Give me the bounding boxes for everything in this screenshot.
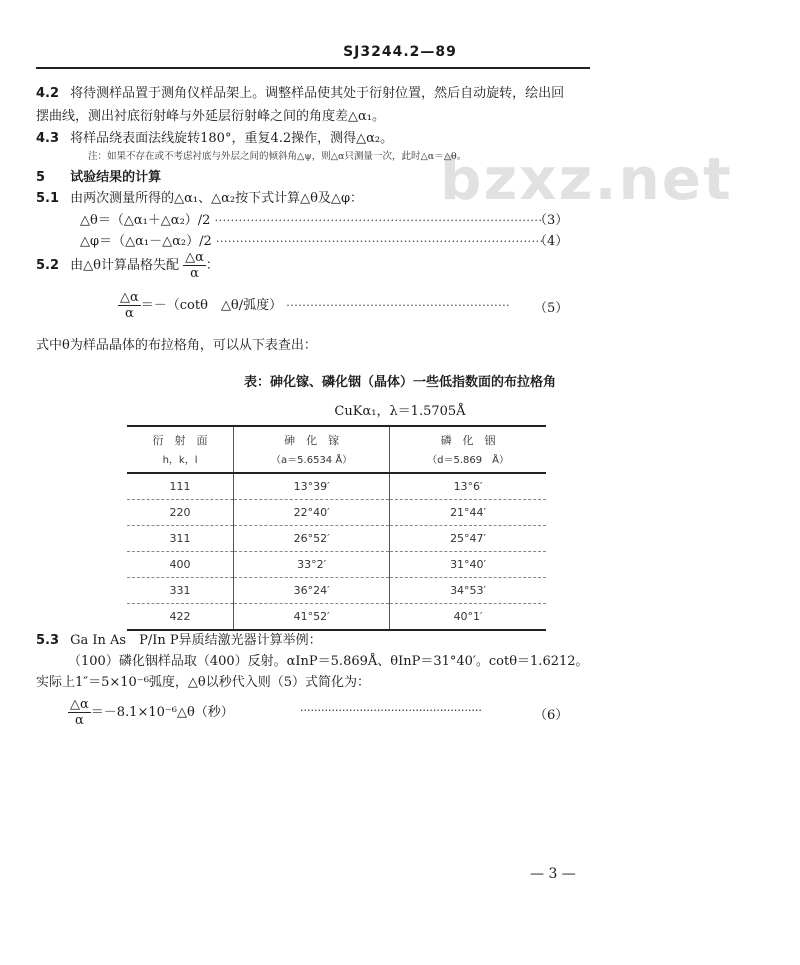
section-number: 5 <box>36 170 46 185</box>
note-text: 注：如果不存在或不考虑衬底与外层之间的倾斜角△ψ，则△α只测量一次，此时△α＝△θ。 <box>88 151 467 162</box>
section-5-heading <box>36 166 161 185</box>
equation-6-fraction <box>68 697 91 728</box>
table-subcaption: CuKα₁，λ＝1.5705Å <box>334 404 466 419</box>
table-cell: 21°44′ <box>390 500 546 526</box>
table-cell: 41°52′ <box>234 604 390 631</box>
table-row <box>127 578 546 604</box>
table-cell: 111 <box>127 473 234 500</box>
leader-dots: ·················································································· <box>214 214 543 227</box>
table-cell: 25°47′ <box>390 526 546 552</box>
table-cell: 13°39′ <box>234 473 390 500</box>
fraction-numerator: △α <box>120 290 139 305</box>
table-row <box>127 500 546 526</box>
table-cell: 33°2′ <box>234 552 390 578</box>
leader-dots: ···················································· <box>300 704 482 717</box>
table-cell: 422 <box>127 604 234 631</box>
section-text: 将待测样品置于测角仪样品架上。调整样品使其处于衍射位置，然后自动旋转，绘出回 <box>70 86 565 101</box>
table-cell: 220 <box>127 500 234 526</box>
table-caption: 表：砷化镓、磷化铟（晶体）一些低指数面的布拉格角 <box>243 375 556 390</box>
equation-5 <box>118 290 510 321</box>
section-4-3 <box>36 127 393 146</box>
header-rule <box>36 67 590 69</box>
equation-6-number: （6） <box>534 708 569 723</box>
table-row <box>127 526 546 552</box>
colon: ： <box>205 258 219 273</box>
section-number: 5.3 <box>36 633 60 648</box>
column-header-gaas: 砷 化 镓 <box>234 426 390 449</box>
section-number: 5.2 <box>36 258 60 273</box>
table-cell: 34°53′ <box>390 578 546 604</box>
leader-dots: ·················································································· <box>215 235 544 248</box>
section-number: 4.3 <box>36 131 60 146</box>
bragg-angle-table <box>127 425 546 631</box>
table-row <box>127 604 546 631</box>
equation-3-body: △θ＝（△α₁＋△α₂）/2 <box>80 213 211 228</box>
equation-5-explanation: 式中θ为样品晶体的布拉格角，可以从下表查出： <box>36 338 317 353</box>
table-cell: 36°24′ <box>234 578 390 604</box>
section-text: 将样品绕表面法线旋转180°，重复4.2操作，测得△α₂。 <box>70 131 394 146</box>
column-header-plane: 衍 射 面 <box>127 426 234 449</box>
section-number: 4.2 <box>36 86 60 101</box>
section-number: 5.1 <box>36 191 60 206</box>
document-header-code: SJ3244.2—89 <box>343 44 457 60</box>
table-cell: 31°40′ <box>390 552 546 578</box>
equation-4-body: △φ＝（△α₁－△α₂）/2 <box>80 234 212 249</box>
watermark-text: bzxz.net <box>440 145 733 213</box>
fraction-numerator: △α <box>185 250 204 265</box>
section-text: 由两次测量所得的△α₁、△α₂按下式计算△θ及△φ： <box>70 191 364 206</box>
table-row <box>127 552 546 578</box>
section-text: Ga In As P/In P异质结激光器计算举例： <box>70 633 322 648</box>
column-subheader-inp: （d＝5.869 Å） <box>390 449 546 473</box>
fraction-denominator: α <box>125 306 134 321</box>
table-row <box>127 473 546 500</box>
fraction-denominator: α <box>75 713 84 728</box>
equation-5-rhs: ＝－（cotθ △θ/弧度） <box>140 298 283 313</box>
leader-dots: ························································ <box>286 299 511 312</box>
column-subheader-gaas: （a＝5.6534 Å） <box>234 449 390 473</box>
section-5-3-line-2: （100）磷化铟样品取（400）反射。αInP＝5.869Å、θInP＝31°40′。cotθ＝1.6212。 <box>68 654 589 669</box>
section-5-3-line-3: 实际上1″＝5×10⁻⁶弧度，△θ以秒代入则（5）式简化为： <box>36 675 371 690</box>
table-cell: 13°6′ <box>390 473 546 500</box>
equation-4 <box>80 230 544 249</box>
table-header-row <box>127 449 546 473</box>
section-title: 试验结果的计算 <box>70 170 162 185</box>
table-header-row <box>127 426 546 449</box>
equation-6 <box>68 697 234 728</box>
section-5-2 <box>36 250 219 281</box>
equation-4-number: （4） <box>534 234 569 249</box>
section-4-2-line-1 <box>36 82 564 101</box>
table-cell: 26°52′ <box>234 526 390 552</box>
table-cell: 22°40′ <box>234 500 390 526</box>
fraction-numerator: △α <box>70 697 89 712</box>
table-cell: 40°1′ <box>390 604 546 631</box>
equation-6-rhs: ＝－8.1×10⁻⁶△θ（秒） <box>90 705 234 720</box>
equation-5-fraction <box>118 290 141 321</box>
table-cell: 331 <box>127 578 234 604</box>
column-header-inp: 磷 化 铟 <box>390 426 546 449</box>
section-5-3 <box>36 629 322 648</box>
equation-5-number: （5） <box>534 301 569 316</box>
page-number: — 3 — <box>530 866 576 882</box>
lattice-mismatch-fraction <box>183 250 206 281</box>
section-4-2-line-2: 摆曲线，测出衬底衍射峰与外延层衍射峰之间的角度差△α₁。 <box>36 109 385 124</box>
section-text: 由△θ计算晶格失配 <box>70 258 179 273</box>
equation-3 <box>80 209 542 228</box>
table-cell: 311 <box>127 526 234 552</box>
column-subheader-plane: h，k，l <box>127 449 234 473</box>
equation-3-number: （3） <box>534 213 569 228</box>
table-cell: 400 <box>127 552 234 578</box>
section-5-1 <box>36 187 363 206</box>
fraction-denominator: α <box>190 266 199 281</box>
